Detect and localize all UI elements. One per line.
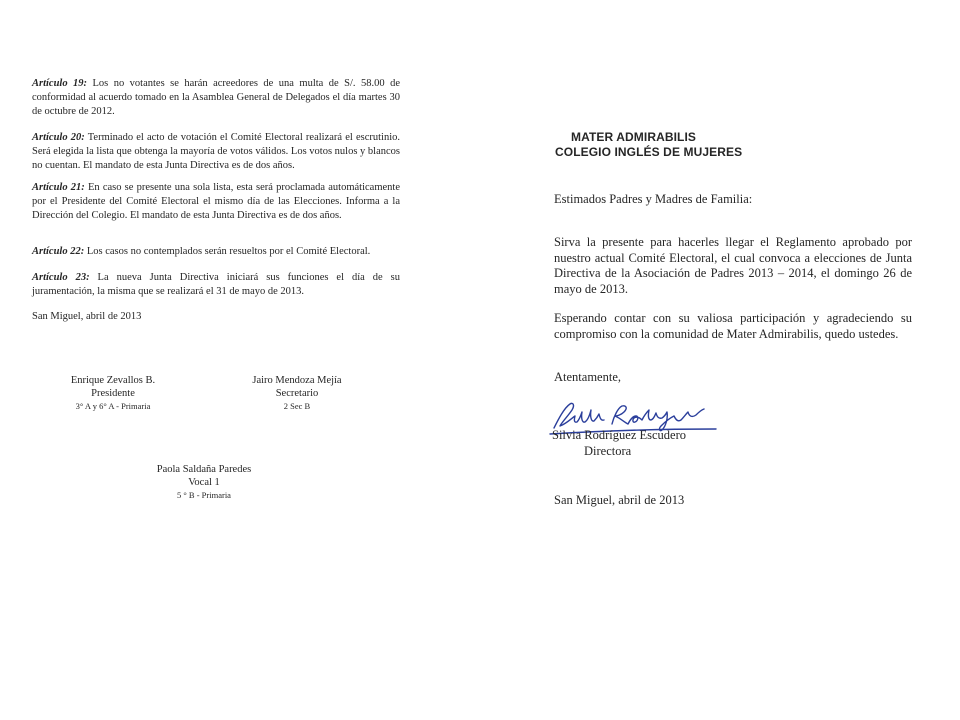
signature-block-president: [48, 375, 178, 413]
letter-closing: Atentamente,: [554, 370, 621, 384]
article-label: Artículo 19:: [32, 78, 88, 89]
article-text: Los no votantes se harán acreedores de una multa de S/. 58.00 de conformidad al acuerdo tomado en la Asamblea General de Delegados el día martes 30 de octubre de 2012.: [32, 78, 400, 118]
letter-greeting: Estimados Padres y Madres de Familia:: [554, 192, 753, 206]
article-text: La nueva Junta Directiva iniciará sus funciones el día de su juramentación, la misma que se realizará el 31 de mayo de 2013.: [32, 272, 400, 298]
signatory-detail: 3° A y 6° A - Primaria: [75, 401, 151, 411]
article-label: Artículo 23:: [32, 272, 90, 283]
right-place-date: San Miguel, abril de 2013: [554, 493, 685, 507]
article-label: Artículo 20:: [32, 132, 85, 143]
signatory-role: Vocal 1: [188, 476, 220, 488]
article-22: [32, 245, 400, 259]
signatory-role: Secretario: [275, 387, 319, 399]
article-19: [32, 77, 400, 120]
article-label: Artículo 22:: [32, 246, 85, 257]
signature-block-vocal: [139, 464, 269, 502]
letter-paragraph-2: Esperando contar con su valiosa participación y agradeciendo su compromiso con la comunidad de Mater Admirabilis, quedo ustedes.: [554, 311, 912, 341]
signatory-detail: 2 Sec B: [283, 401, 311, 411]
signatory-name: Enrique Zevallos B.: [70, 375, 156, 386]
school-name: MATER ADMIRABILIS: [571, 130, 697, 144]
article-23: [32, 271, 400, 299]
letter-paragraph-1: Sirva la presente para hacerles llegar el Reglamento aprobado por nuestro actual Comité Electoral, el cual convoca a elecciones de Junta Directiva de la Asociación de Padres 2013 – 2014, el domingo 26 de mayo de 2013.: [554, 235, 912, 296]
school-subtitle: COLEGIO INGLÉS DE MUJERES: [555, 145, 743, 159]
signer-name: Silvia Rodríguez Escudero: [552, 428, 686, 442]
article-text: En caso se presente una sola lista, esta será proclamada automáticamente por el Presidente del Comité Electoral el mismo día de las Elecciones. Informa a la Dirección del Colegio. El mandato de esta Junta Directiva es de dos años.: [32, 182, 400, 222]
signatory-name: Paola Saldaña Paredes: [156, 464, 252, 475]
article-text: Terminado el acto de votación el Comité Electoral realizará el escrutinio. Será elegida la lista que obtenga la mayoría de votos válidos. Los votos nulos y blancos no cuentan. El mandato de esta Junta Directiva es de dos años.: [32, 132, 401, 172]
signatory-detail: 5 ° B - Primaria: [177, 490, 231, 500]
article-20: [32, 131, 400, 174]
article-label: Artículo 21:: [32, 182, 85, 193]
signer-title: Directora: [584, 444, 632, 458]
article-text: Los casos no contemplados serán resueltos por el Comité Electoral.: [84, 246, 371, 257]
left-place-date: San Miguel, abril de 2013: [32, 311, 142, 322]
signatory-role: Presidente: [91, 387, 135, 399]
signature-block-secretary: [232, 375, 362, 413]
signatory-name: Jairo Mendoza Mejía: [252, 375, 342, 386]
article-21: [32, 181, 400, 224]
